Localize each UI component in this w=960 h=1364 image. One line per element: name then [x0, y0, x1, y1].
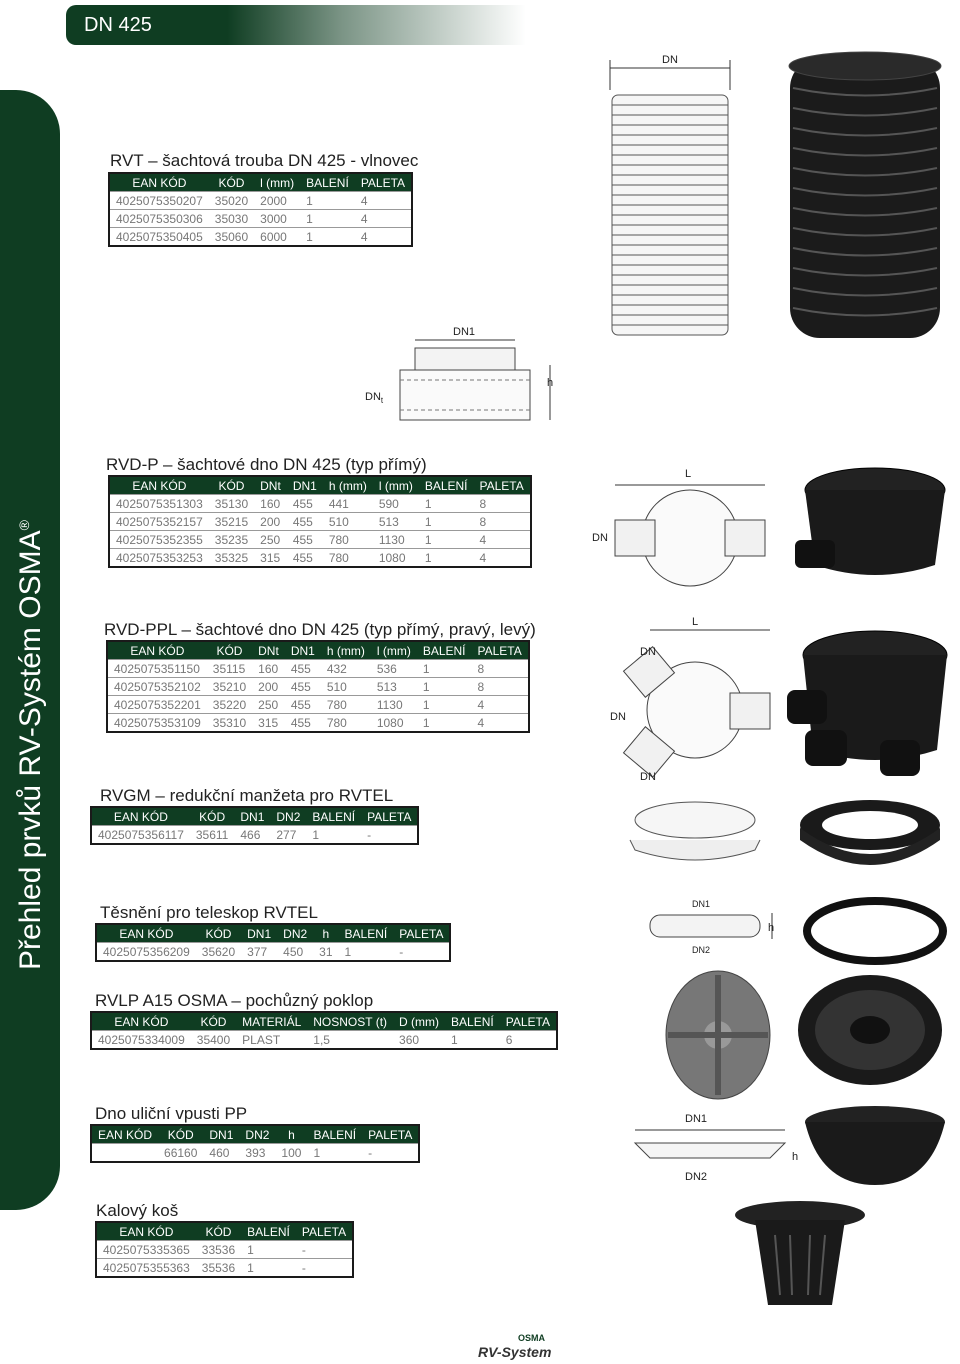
page-title: DN 425	[84, 14, 152, 36]
column-header: DN1	[203, 1125, 239, 1144]
table-cell: 780	[323, 549, 373, 568]
column-header: MATERIÁL	[236, 1012, 307, 1031]
table-cell: 510	[323, 513, 373, 531]
table-row	[109, 513, 531, 531]
column-header: EAN KÓD	[109, 476, 209, 495]
table-tesneni	[95, 923, 451, 962]
table-cell: 4025075335365	[96, 1241, 196, 1259]
table-cell: 2000	[254, 192, 300, 210]
table-row	[107, 660, 529, 678]
table-cell: 250	[252, 696, 285, 714]
table-cell: 780	[321, 696, 371, 714]
table-cell: 250	[254, 531, 287, 549]
header-tab	[66, 5, 526, 45]
table-cell: 1	[300, 192, 355, 210]
table-cell: 450	[277, 943, 313, 962]
table-cell: 377	[241, 943, 277, 962]
table-dno	[90, 1124, 420, 1163]
column-header: DN1	[287, 476, 323, 495]
sidebar	[0, 90, 60, 1254]
svg-text:RV-System: RV-System	[478, 1344, 552, 1360]
table-cell: 393	[239, 1144, 275, 1163]
column-header: EAN KÓD	[91, 807, 190, 826]
svg-text:DN: DN	[592, 532, 608, 544]
table-cell: 4025075356117	[91, 826, 190, 845]
table-cell: 66160	[158, 1144, 203, 1163]
svg-text:DN2: DN2	[685, 1171, 708, 1183]
table-cell: -	[296, 1241, 353, 1259]
column-header: l (mm)	[371, 641, 417, 660]
table-cell: 1080	[373, 549, 419, 568]
dn-label: DN	[662, 54, 678, 66]
page-number: 110	[18, 1238, 41, 1254]
svg-text:DN: DN	[640, 646, 656, 658]
table-cell: 35030	[209, 210, 254, 228]
column-header: PALETA	[472, 641, 529, 660]
svg-text:h: h	[792, 1151, 799, 1163]
table-header-row	[109, 476, 531, 495]
table-row	[91, 1031, 557, 1050]
table-cell: 4025075353253	[109, 549, 209, 568]
tesneni-photo	[800, 893, 950, 968]
table-cell: 1	[339, 943, 394, 962]
table-cell: 4025075351150	[107, 660, 207, 678]
table-cell: 200	[252, 678, 285, 696]
table-cell: 1	[307, 1144, 362, 1163]
table-cell: 6000	[254, 228, 300, 247]
table-cell: 1	[300, 210, 355, 228]
column-header: BALENÍ	[300, 173, 355, 192]
table-row	[96, 1241, 353, 1259]
table-cell: 200	[254, 513, 287, 531]
section-title-rvt: RVT – šachtová trouba DN 425 - vlnovec	[110, 151, 419, 170]
column-header: NOSNOST (t)	[307, 1012, 393, 1031]
column-header: KÓD	[191, 1012, 236, 1031]
rvdp-top-drawing	[590, 465, 770, 595]
table-cell: 4025075350306	[109, 210, 209, 228]
table-cell: 35611	[190, 826, 234, 845]
table-cell: -	[296, 1259, 353, 1278]
table-cell: 4	[472, 714, 529, 733]
svg-text:DNt: $DN_t$	[365, 391, 384, 405]
table-rvdppl	[106, 640, 530, 733]
table-row	[109, 495, 531, 513]
table-cell: 4	[355, 228, 412, 247]
column-header: KÓD	[196, 924, 241, 943]
svg-text:DN: DN	[610, 711, 626, 723]
table-cell: 35220	[207, 696, 252, 714]
table-cell: 4025075352157	[109, 513, 209, 531]
table-cell: 35235	[209, 531, 254, 549]
table-cell: 8	[472, 660, 529, 678]
table-cell: 1130	[373, 531, 419, 549]
table-cell: 35210	[207, 678, 252, 696]
column-header: D (mm)	[393, 1012, 445, 1031]
column-header: BALENÍ	[307, 1125, 362, 1144]
column-header: DNt	[254, 476, 287, 495]
table-cell: 432	[321, 660, 371, 678]
table-cell: 6	[500, 1031, 557, 1050]
table-cell: 1	[419, 549, 474, 568]
column-header: PALETA	[500, 1012, 557, 1031]
table-rvt	[108, 172, 413, 247]
table-cell: 35115	[207, 660, 252, 678]
table-cell: 160	[252, 660, 285, 678]
column-header: h (mm)	[323, 476, 373, 495]
column-header: BALENÍ	[419, 476, 474, 495]
table-header-row	[91, 1012, 557, 1031]
table-cell: 277	[270, 826, 306, 845]
table-cell: 8	[472, 678, 529, 696]
table-cell: 536	[371, 660, 417, 678]
column-header: DN1	[241, 924, 277, 943]
table-header-row	[96, 924, 450, 943]
section-title-rvlp: RVLP A15 OSMA – pochůzný poklop	[95, 991, 374, 1010]
table-cell: 35130	[209, 495, 254, 513]
table-cell: 510	[321, 678, 371, 696]
table-cell: 4025075350405	[109, 228, 209, 247]
table-header-row	[91, 1125, 419, 1144]
table-cell: 1	[445, 1031, 500, 1050]
tesneni-drawing	[640, 895, 790, 960]
table-cell: 1	[417, 660, 472, 678]
table-cell: 455	[287, 495, 323, 513]
table-cell: 513	[371, 678, 417, 696]
table-cell: 1	[419, 531, 474, 549]
dno-photo	[800, 1100, 950, 1190]
column-header: h	[313, 924, 338, 943]
section-title-dno: Dno uliční vpusti PP	[95, 1104, 248, 1123]
column-header: DN1	[285, 641, 321, 660]
section-title-rvdppl: RVD-PPL – šachtové dno DN 425 (typ přímý, pravý, levý)	[104, 620, 536, 639]
table-row	[96, 943, 450, 962]
table-cell: 4	[474, 531, 531, 549]
column-header: PALETA	[393, 924, 450, 943]
table-cell: 780	[321, 714, 371, 733]
section-title-tesneni: Těsnění pro teleskop RVTEL	[100, 903, 318, 922]
column-header: KÓD	[209, 173, 254, 192]
table-kos	[95, 1221, 354, 1278]
rvlp-photo-1	[660, 965, 780, 1105]
section-title-kos: Kalový koš	[96, 1201, 179, 1220]
table-header-row	[96, 1222, 353, 1241]
table-cell: 466	[234, 826, 270, 845]
table-rvgm	[90, 806, 419, 845]
table-cell: 35620	[196, 943, 241, 962]
table-cell: 4	[355, 210, 412, 228]
table-cell: 1	[306, 826, 361, 845]
column-header: KÓD	[207, 641, 252, 660]
table-cell: 4025075352355	[109, 531, 209, 549]
rvdp-photo	[790, 460, 950, 600]
table-cell: 4	[472, 696, 529, 714]
table-cell: 441	[323, 495, 373, 513]
table-cell: 4025075350207	[109, 192, 209, 210]
table-rvdp	[108, 475, 532, 568]
table-row	[107, 696, 529, 714]
column-header: EAN KÓD	[107, 641, 207, 660]
table-row	[91, 1144, 419, 1163]
rvgm-photo	[790, 790, 950, 880]
table-row	[109, 192, 412, 210]
column-header: PALETA	[474, 476, 531, 495]
column-header: KÓD	[209, 476, 254, 495]
table-cell: 33536	[196, 1241, 241, 1259]
column-header: EAN KÓD	[96, 1222, 196, 1241]
section-title-rvdp: RVD-P – šachtové dno DN 425 (typ přímý)	[106, 455, 427, 474]
rvdppl-photo	[785, 620, 955, 790]
rv-system-logo	[470, 1330, 570, 1360]
pipe-drawing	[600, 50, 740, 350]
table-cell: 1	[417, 714, 472, 733]
table-cell: 35060	[209, 228, 254, 247]
column-header: EAN KÓD	[96, 924, 196, 943]
svg-text:DN1: DN1	[692, 899, 711, 909]
table-row	[96, 1259, 353, 1278]
table-cell: 4025075351303	[109, 495, 209, 513]
table-cell: 35310	[207, 714, 252, 733]
table-cell: -	[362, 1144, 419, 1163]
column-header: BALENÍ	[417, 641, 472, 660]
column-header: EAN KÓD	[91, 1012, 191, 1031]
column-header: EAN KÓD	[109, 173, 209, 192]
table-row	[91, 826, 418, 845]
table-row	[109, 228, 412, 247]
svg-text:DN1: DN1	[453, 326, 476, 338]
table-cell: 4	[474, 549, 531, 568]
column-header: PALETA	[296, 1222, 353, 1241]
table-cell: 35325	[209, 549, 254, 568]
dno-drawing	[620, 1108, 810, 1188]
table-cell: 160	[254, 495, 287, 513]
table-cell: 513	[373, 513, 419, 531]
table-cell: 35536	[196, 1259, 241, 1278]
table-cell: 455	[285, 660, 321, 678]
svg-text:h: h	[547, 377, 554, 389]
rvdp-drawing	[360, 320, 570, 440]
column-header: KÓD	[196, 1222, 241, 1241]
table-cell: 1	[419, 513, 474, 531]
table-cell: 1,5	[307, 1031, 393, 1050]
column-header: PALETA	[361, 807, 418, 826]
table-cell: 360	[393, 1031, 445, 1050]
table-cell: 4	[355, 192, 412, 210]
column-header: BALENÍ	[445, 1012, 500, 1031]
column-header: DN2	[239, 1125, 275, 1144]
table-cell: 455	[285, 678, 321, 696]
table-row	[109, 531, 531, 549]
section-title-rvgm: RVGM – redukční manžeta pro RVTEL	[100, 786, 394, 805]
table-header-row	[91, 807, 418, 826]
rvlp-photo-2	[790, 970, 950, 1100]
column-header: h (mm)	[321, 641, 371, 660]
svg-text:DN2: DN2	[692, 945, 711, 955]
table-cell	[91, 1144, 158, 1163]
column-header: EAN KÓD	[91, 1125, 158, 1144]
table-cell: 1	[300, 228, 355, 247]
svg-text:L: L	[692, 616, 699, 628]
table-cell: 315	[252, 714, 285, 733]
svg-text:DN1: DN1	[685, 1113, 708, 1125]
table-row	[109, 210, 412, 228]
kos-photo	[730, 1195, 870, 1315]
sidebar-title: Přehled prvků RV-Systém OSMA®	[14, 520, 47, 970]
table-cell: 1	[417, 696, 472, 714]
table-cell: 455	[287, 549, 323, 568]
table-cell: 4025075353109	[107, 714, 207, 733]
column-header: h	[275, 1125, 307, 1144]
table-header-row	[109, 173, 412, 192]
table-row	[109, 549, 531, 568]
table-cell: 455	[287, 531, 323, 549]
column-header: BALENÍ	[306, 807, 361, 826]
rvgm-drawing	[620, 790, 770, 870]
table-cell: 590	[373, 495, 419, 513]
rvdppl-drawing	[600, 615, 780, 785]
table-cell: 35020	[209, 192, 254, 210]
svg-text:L: L	[685, 468, 692, 480]
table-cell: 1080	[371, 714, 417, 733]
table-cell: 455	[285, 714, 321, 733]
table-cell: 455	[285, 696, 321, 714]
table-cell: 1	[241, 1259, 296, 1278]
column-header: PALETA	[362, 1125, 419, 1144]
table-cell: 1	[419, 495, 474, 513]
svg-text:DN: DN	[640, 771, 656, 783]
svg-text:h: h	[768, 922, 775, 934]
table-cell: 4025075356209	[96, 943, 196, 962]
table-cell: 8	[474, 513, 531, 531]
svg-text:OSMA: OSMA	[518, 1333, 545, 1343]
pipe-photo	[775, 48, 955, 348]
table-cell: 1	[417, 678, 472, 696]
table-cell: 31	[313, 943, 338, 962]
table-cell: 4025075352201	[107, 696, 207, 714]
column-header: KÓD	[190, 807, 234, 826]
table-row	[107, 678, 529, 696]
table-row	[107, 714, 529, 733]
column-header: DN1	[234, 807, 270, 826]
column-header: l (mm)	[373, 476, 419, 495]
column-header: DN2	[277, 924, 313, 943]
table-cell: -	[393, 943, 450, 962]
table-cell: 4025075355363	[96, 1259, 196, 1278]
column-header: KÓD	[158, 1125, 203, 1144]
table-cell: 1130	[371, 696, 417, 714]
table-cell: 8	[474, 495, 531, 513]
table-cell: -	[361, 826, 418, 845]
table-cell: 4025075352102	[107, 678, 207, 696]
column-header: BALENÍ	[241, 1222, 296, 1241]
table-cell: 315	[254, 549, 287, 568]
table-cell: 4025075334009	[91, 1031, 191, 1050]
table-rvlp	[90, 1011, 558, 1050]
table-header-row	[107, 641, 529, 660]
table-cell: 35215	[209, 513, 254, 531]
column-header: PALETA	[355, 173, 412, 192]
column-header: l (mm)	[254, 173, 300, 192]
table-cell: 1	[241, 1241, 296, 1259]
table-cell: 460	[203, 1144, 239, 1163]
table-cell: 3000	[254, 210, 300, 228]
column-header: BALENÍ	[339, 924, 394, 943]
table-cell: 455	[287, 513, 323, 531]
column-header: DN2	[270, 807, 306, 826]
column-header: DNt	[252, 641, 285, 660]
table-cell: 780	[323, 531, 373, 549]
table-cell: 100	[275, 1144, 307, 1163]
table-cell: PLAST	[236, 1031, 307, 1050]
table-cell: 35400	[191, 1031, 236, 1050]
